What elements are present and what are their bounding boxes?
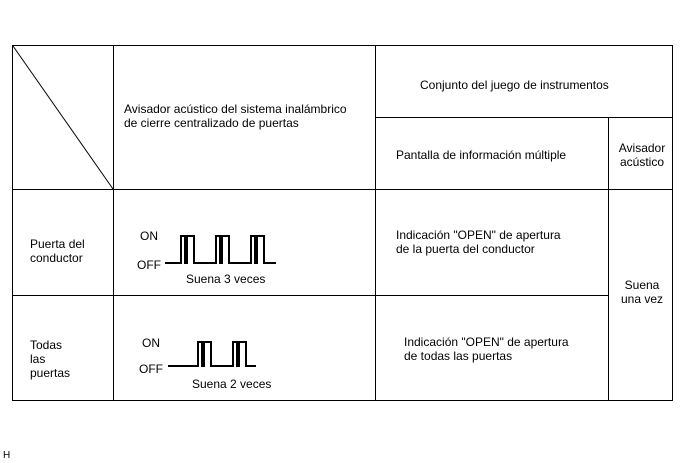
display-text-all: Indicación "OPEN" de apertura de todas las puertas xyxy=(404,335,569,363)
off-label-all: OFF xyxy=(139,362,163,376)
row-label-all: Todas las puertas xyxy=(30,338,71,380)
display-text-driver: Indicación "OPEN" de apertura de la puerta del conductor xyxy=(396,228,561,256)
row-label-driver: Puerta del conductor xyxy=(30,237,85,265)
on-label-all: ON xyxy=(142,336,160,350)
pulse-waveform-driver xyxy=(165,236,276,263)
sound-label-driver: Suena 3 veces xyxy=(186,272,266,286)
header-display-label: Pantalla de información múltiple xyxy=(396,148,567,162)
table-border xyxy=(13,46,673,401)
off-label-driver: OFF xyxy=(137,258,161,272)
buzzer-result: Suena una vez xyxy=(620,278,664,306)
header-system-label: Avisador acústico del sistema inalámbrico de cierre centralizado de puertas xyxy=(124,102,347,130)
on-label-driver: ON xyxy=(140,229,158,243)
header-buzzer-label: Avisador acústico xyxy=(618,141,666,169)
pulse-waveform-all xyxy=(168,342,256,366)
footer-code: H xyxy=(3,450,11,461)
corner-diagonal xyxy=(13,46,113,189)
sound-label-all: Suena 2 veces xyxy=(192,377,272,391)
header-cluster-label: Conjunto del juego de instrumentos xyxy=(420,78,609,92)
